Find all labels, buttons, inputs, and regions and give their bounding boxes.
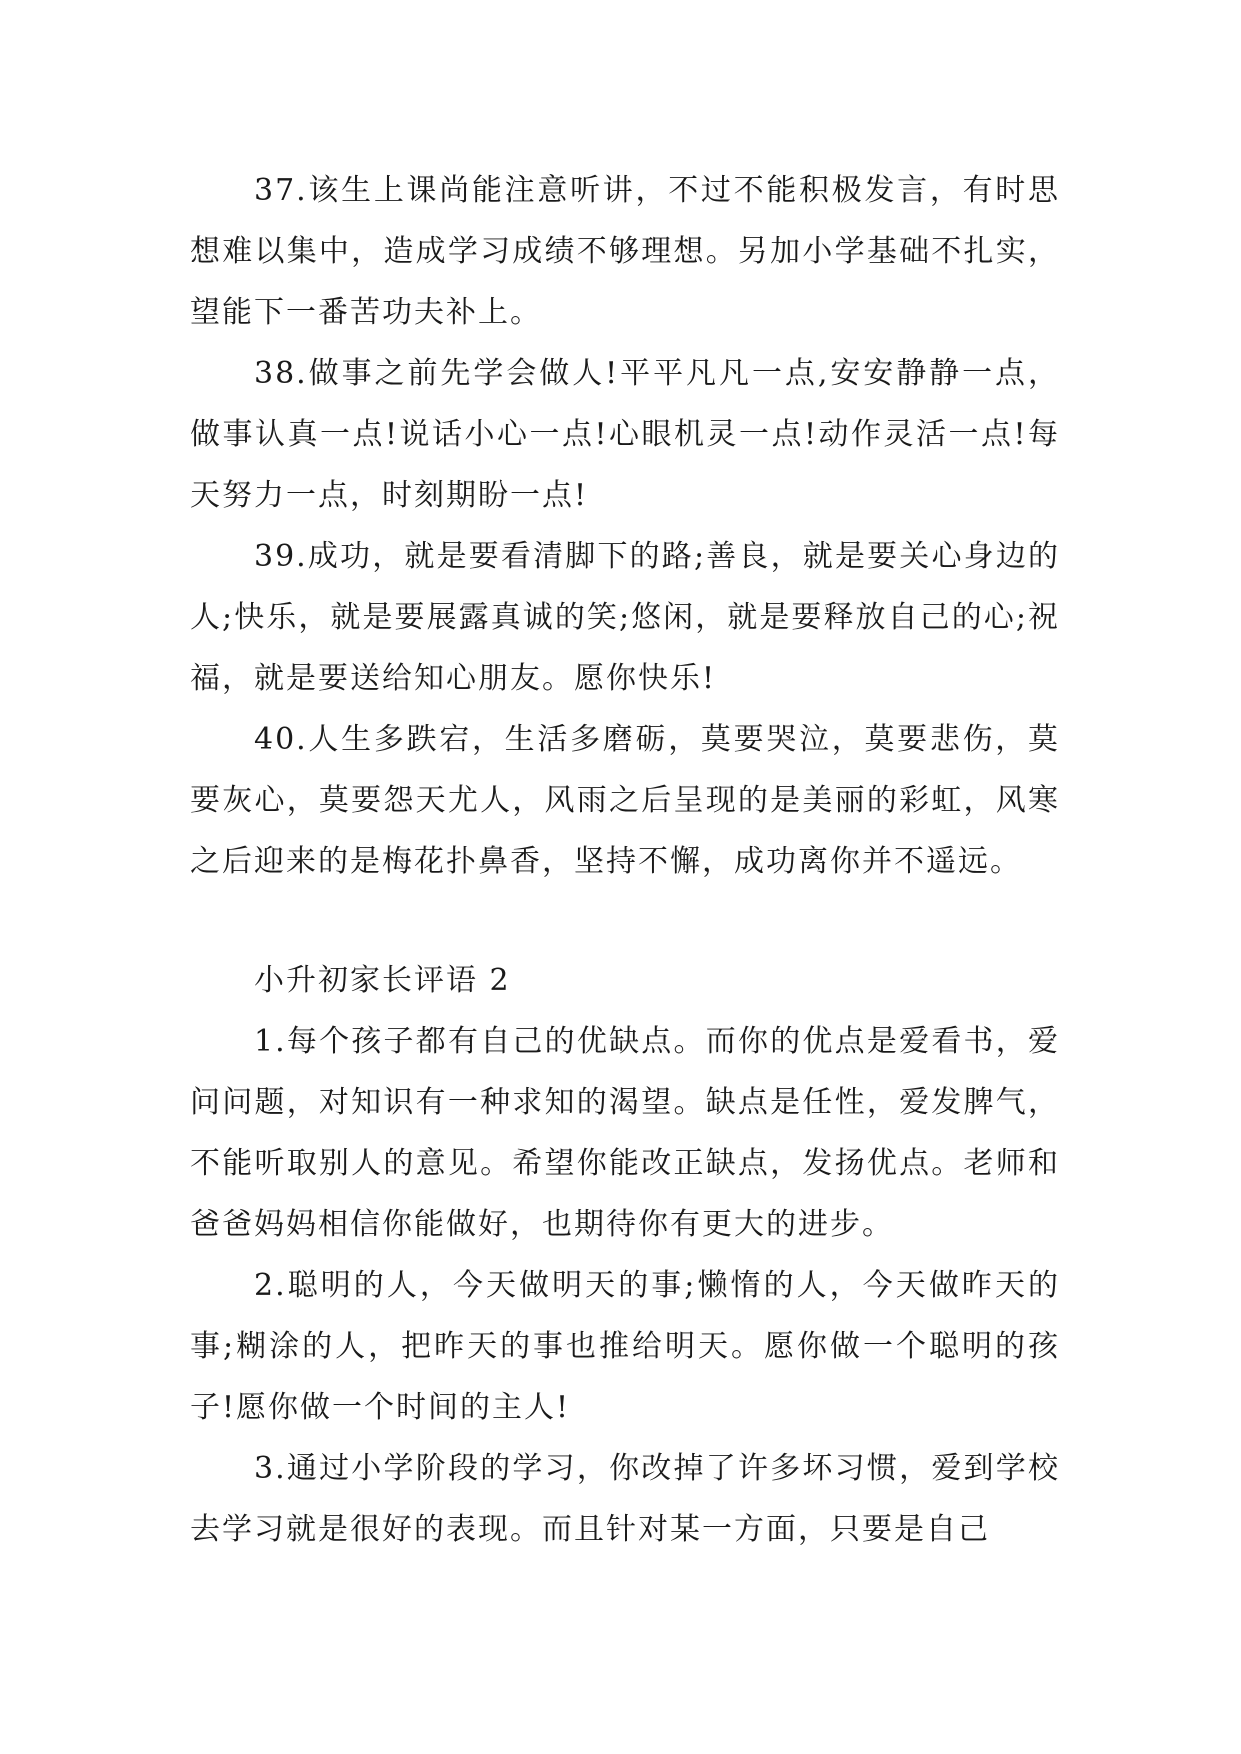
- paragraph-39: 39.成功，就是要看清脚下的路;善良，就是要关心身边的人;快乐，就是要展露真诚的笑;悠闲，就是要释放自己的心;祝福，就是要送给知心朋友。愿你快乐!: [190, 539, 1060, 696]
- section-title: 小升初家长评语 2: [254, 963, 511, 998]
- paragraph-40: 40.人生多跌宕，生活多磨砺，莫要哭泣，莫要悲伤，莫要灰心，莫要怨天尤人，风雨之后呈现的是美丽的彩虹，风寒之后迎来的是梅花扑鼻香，坚持不懈，成功离你并不遥远。: [190, 722, 1060, 879]
- document-body: [190, 160, 1060, 1560]
- paragraph-3: 3.通过小学阶段的学习，你改掉了许多坏习惯，爱到学校去学习就是很好的表现。而且针对某一方面，只要是自己: [190, 1451, 1060, 1547]
- paragraph-2: 2.聪明的人，今天做明天的事;懒惰的人，今天做昨天的事;糊涂的人，把昨天的事也推给明天。愿你做一个聪明的孩子!愿你做一个时间的主人!: [190, 1268, 1060, 1425]
- paragraph-37: 37.该生上课尚能注意听讲，不过不能积极发言，有时思想难以集中，造成学习成绩不够理想。另加小学基础不扎实，望能下一番苦功夫补上。: [190, 173, 1060, 330]
- paragraph-1: 1.每个孩子都有自己的优缺点。而你的优点是爱看书，爱问问题，对知识有一种求知的渴望。缺点是任性，爱发脾气，不能听取别人的意见。希望你能改正缺点，发扬优点。老师和爸爸妈妈相信你能做好，也期待你有更大的进步。: [190, 1024, 1060, 1242]
- section-gap: [190, 892, 1060, 950]
- paragraph-38: 38.做事之前先学会做人!平平凡凡一点,安安静静一点，做事认真一点!说话小心一点!心眼机灵一点!动作灵活一点!每天努力一点，时刻期盼一点!: [190, 356, 1060, 513]
